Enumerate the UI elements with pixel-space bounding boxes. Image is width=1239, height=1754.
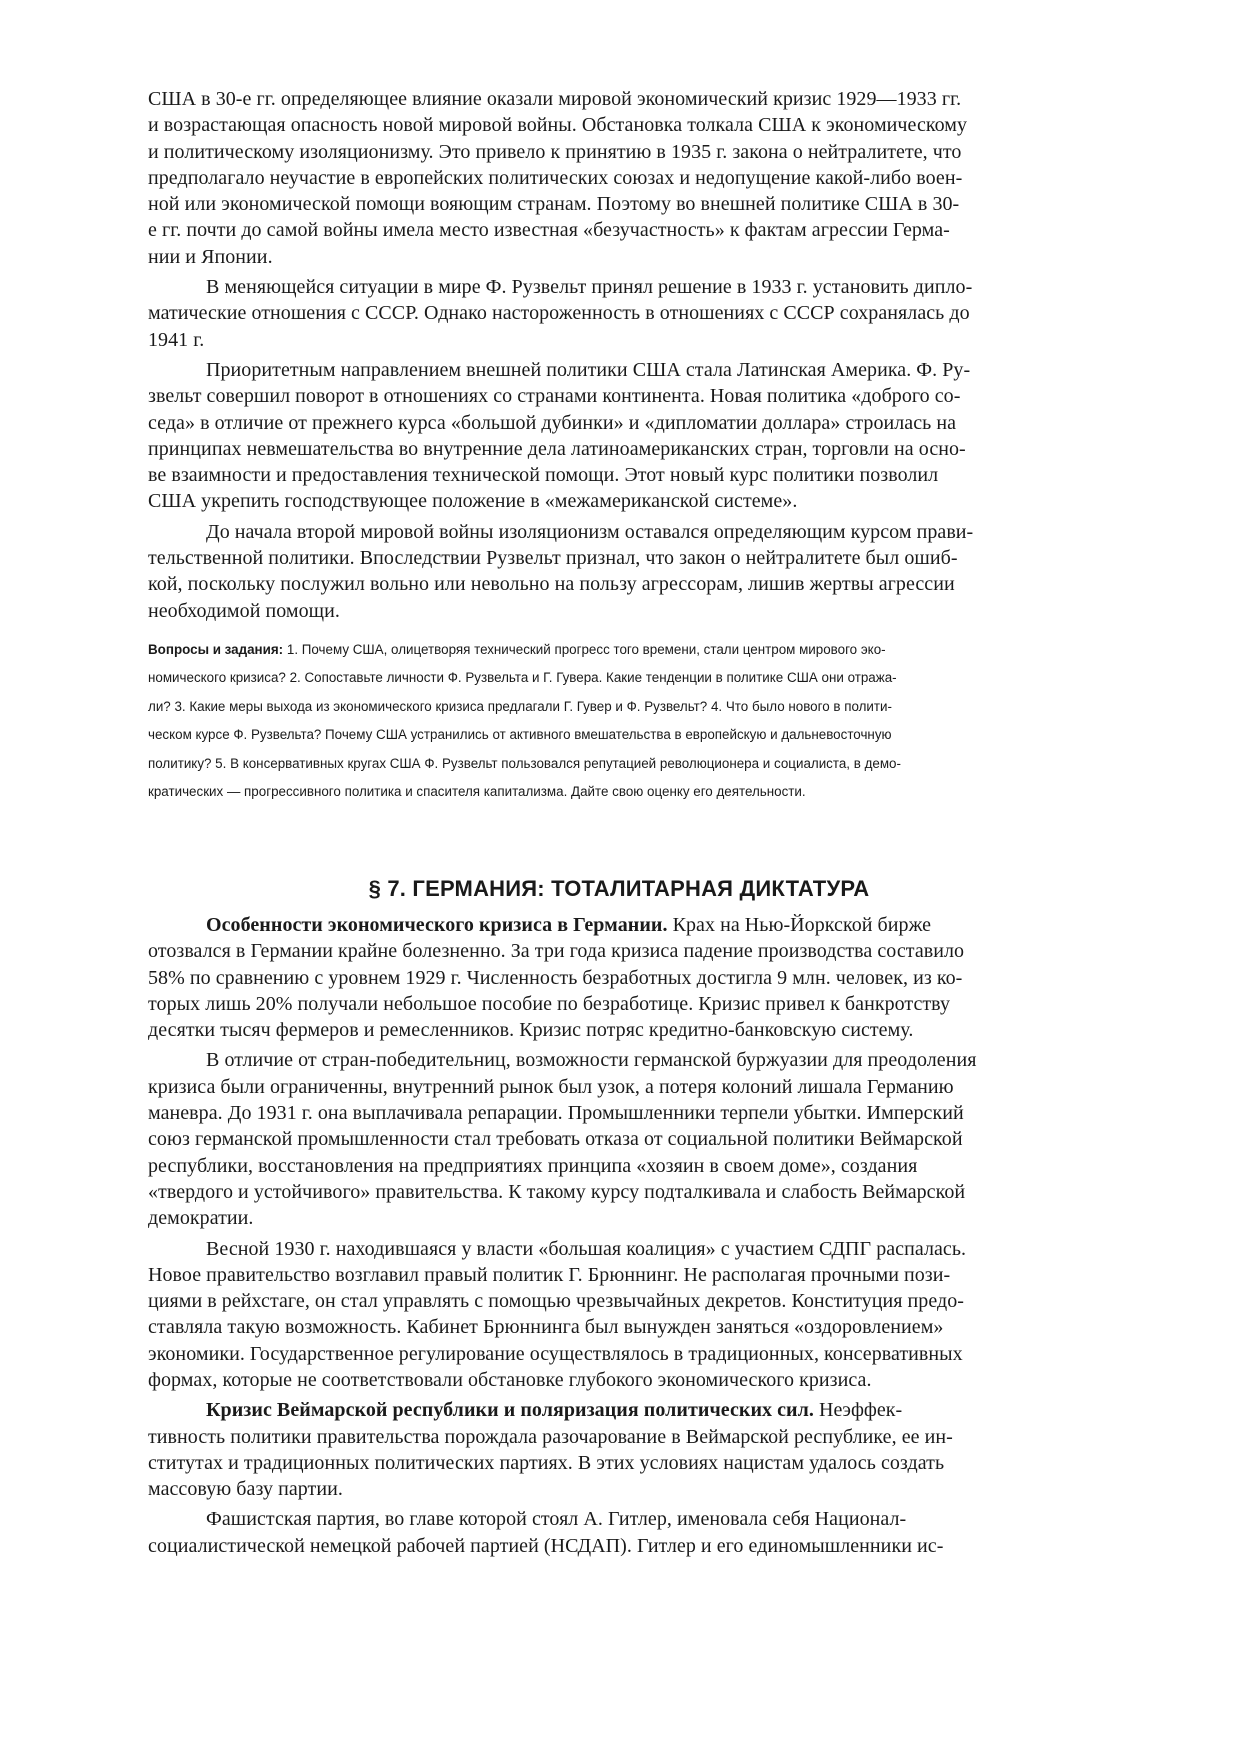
text-line: социалистической немецкой рабочей партией (НСДАП). Гитлер и его единомышленники ис- <box>148 1534 944 1557</box>
text-line: демократии. <box>148 1207 254 1230</box>
questions-label: Вопросы и задания: <box>148 641 284 657</box>
paragraph-nsdap <box>148 1506 1090 1559</box>
text-fragment: Крах на Нью-Йоркской бирже <box>667 913 932 936</box>
text-line: ститутах и традиционных политических партиях. В этих условиях нацистам удалось создать <box>148 1451 945 1474</box>
text-line: республики, восстановления на предприятиях принципа «хозяин в своем доме», создания <box>148 1154 918 1177</box>
text-line <box>148 636 1090 665</box>
text-line: кой, поскольку послужил вольно или невольно на пользу агрессорам, лишив жертвы агрессии <box>148 573 955 596</box>
questions-block <box>148 636 1090 807</box>
text-line: Фашистская партия, во главе которой стоял А. Гитлер, именовала себя Национал- <box>206 1508 907 1531</box>
text-line: тивность политики правительства порождала разочарование в Веймарской республике, ее ин- <box>148 1425 953 1448</box>
text-line: торых лишь 20% получали небольшое пособие по безработице. Кризис привел к банкротству <box>148 992 951 1015</box>
text-line: звельт совершил поворот в отношениях со странами континента. Новая политика «доброго со- <box>148 385 961 408</box>
text-line: ной или экономической помощи вояющим странам. Поэтому во внешней политике США в 30- <box>148 193 960 216</box>
text-line: До начала второй мировой войны изоляционизм оставался определяющим курсом прави- <box>206 520 974 543</box>
text-line: США в 30-е гг. определяющее влияние оказали мировой экономический кризис 1929—1933 гг. <box>148 88 962 110</box>
text-line: маневра. До 1931 г. она выплачивала репарации. Промышленники терпели убытки. Имперский <box>148 1102 964 1125</box>
paragraph-latin-america <box>148 357 1090 515</box>
text-line: Приоритетным направлением внешней политики США стала Латинская Америка. Ф. Ру- <box>206 358 971 381</box>
text-fragment: Неэффек- <box>813 1399 903 1422</box>
paragraph-germany-crisis <box>148 912 1090 1043</box>
text-line: седа» в отличие от прежнего курса «большой дубинки» и «дипломатии доллара» строилась на <box>148 411 957 434</box>
text-line: отозвался в Германии крайне болезненно. За три года кризиса падение производства составило <box>148 940 965 963</box>
text-line: кризиса были ограниченны, внутренний рынок был узок, а потеря колоний лишала Германию <box>148 1075 954 1098</box>
text-line: Новое правительство возглавил правый политик Г. Брюннинг. Не располагая прочными пози- <box>148 1263 951 1286</box>
text-line: матические отношения с СССР. Однако настороженность в отношениях с СССР сохранялась до <box>148 302 970 325</box>
text-line: В меняющейся ситуации в мире Ф. Рузвельт принял решение в 1933 г. установить дипло- <box>206 276 973 299</box>
text-line: десятки тысяч фермеров и ремесленников. Кризис потряс кредитно-банковскую систему. <box>148 1019 914 1042</box>
text-line: экономики. Государственное регулирование осуществлялось в традиционных, консервативных <box>148 1342 963 1365</box>
text-line: ставляла такую возможность. Кабинет Брюннинга был вынужден заняться «оздоровлением» <box>148 1316 944 1339</box>
text-line: США укрепить господствующее положение в «межамериканской системе». <box>148 490 798 513</box>
text-line: кратических — прогрессивного политика и спасителя капитализма. Дайте свою оценку его деятельности. <box>148 784 806 800</box>
text-line: ве взаимности и предоставления технической помощи. Этот новый курс политики позволил <box>148 464 939 487</box>
questions-first-line: 1. Почему США, олицетворяя технический прогресс того времени, стали центром мирового эко- <box>283 641 886 657</box>
text-line: тельственной политики. Впоследствии Рузвельт признал, что закон о нейтралитете был ошиб- <box>148 547 958 570</box>
paragraph-usa-isolationism <box>148 86 1090 270</box>
text-line: необходимой помощи. <box>148 599 340 622</box>
text-line: предполагало неучастие в европейских политических союзах и недопущение какой-либо воен- <box>148 166 963 189</box>
text-line <box>148 1397 1090 1423</box>
text-line: союз германской промышленности стал требовать отказа от социальной политики Веймарской <box>148 1128 963 1151</box>
text-line: нии и Японии. <box>148 245 273 268</box>
paragraph-weimar-crisis <box>148 1397 1090 1502</box>
text-line: Весной 1930 г. находившаяся у власти «большая коалиция» с участием СДПГ распалась. <box>206 1237 967 1260</box>
text-line: номического кризиса? 2. Сопоставьте личности Ф. Рузвельта и Г. Гувера. Какие тенденции в политике США они отража- <box>148 670 897 686</box>
text-line: ческом курсе Ф. Рузвельта? Почему США устранились от активного вмешательства в европейскую и дальневосточную <box>148 727 892 743</box>
text-line: и политическому изоляционизму. Это привело к принятию в 1935 г. закона о нейтралитете, что <box>148 140 962 163</box>
text-line: ли? 3. Какие меры выхода из экономического кризиса предлагали Г. Гувер и Ф. Рузвельт? 4. Что было нового в полити- <box>148 698 892 714</box>
text-line: политику? 5. В консервативных кругах США Ф. Рузвельт пользовался репутацией революционера и социалиста, в демо- <box>148 755 901 771</box>
section-title: § 7. ГЕРМАНИЯ: ТОТАЛИТАРНАЯ ДИКТАТУРА <box>368 875 870 901</box>
paragraph-ussr-relations <box>148 274 1090 353</box>
text-line: и возрастающая опасность новой мировой войны. Обстановка толкала США к экономическому <box>148 114 968 137</box>
text-line: е гг. почти до самой войны имела место известная «безучастность» к фактам агрессии Герма- <box>148 219 950 242</box>
document-page <box>148 86 1090 1563</box>
text-line: «твердого и устойчивого» правительства. К такому курсу подталкивала и слабость Веймарской <box>148 1180 966 1203</box>
subheading-weimar-crisis: Кризис Веймарской республики и поляризация политических сил. <box>206 1399 814 1422</box>
text-line: 1941 г. <box>148 328 205 351</box>
text-line: принципах невмешательства во внутренние дела латиноамериканских стран, торговли на осно- <box>148 437 966 460</box>
text-line: 58% по сравнению с уровнем 1929 г. Численность безработных достигла 9 млн. человек, из ко- <box>148 966 963 989</box>
paragraph-bourgeoisie <box>148 1047 1090 1231</box>
text-line: массовую базу партии. <box>148 1478 343 1501</box>
text-line: В отличие от стран-победительниц, возможности германской буржуазии для преодоления <box>206 1049 977 1072</box>
text-line: циями в рейхстаге, он стал управлять с помощью чрезвычайных декретов. Конституция предо- <box>148 1290 964 1313</box>
paragraph-isolationism-course <box>148 519 1090 624</box>
text-line: формах, которые не соответствовали обстановке глубокого экономического кризиса. <box>148 1368 872 1391</box>
subheading-economic-crisis: Особенности экономического кризиса в Германии. <box>206 913 668 936</box>
text-line <box>148 912 1090 938</box>
paragraph-bruning <box>148 1236 1090 1394</box>
